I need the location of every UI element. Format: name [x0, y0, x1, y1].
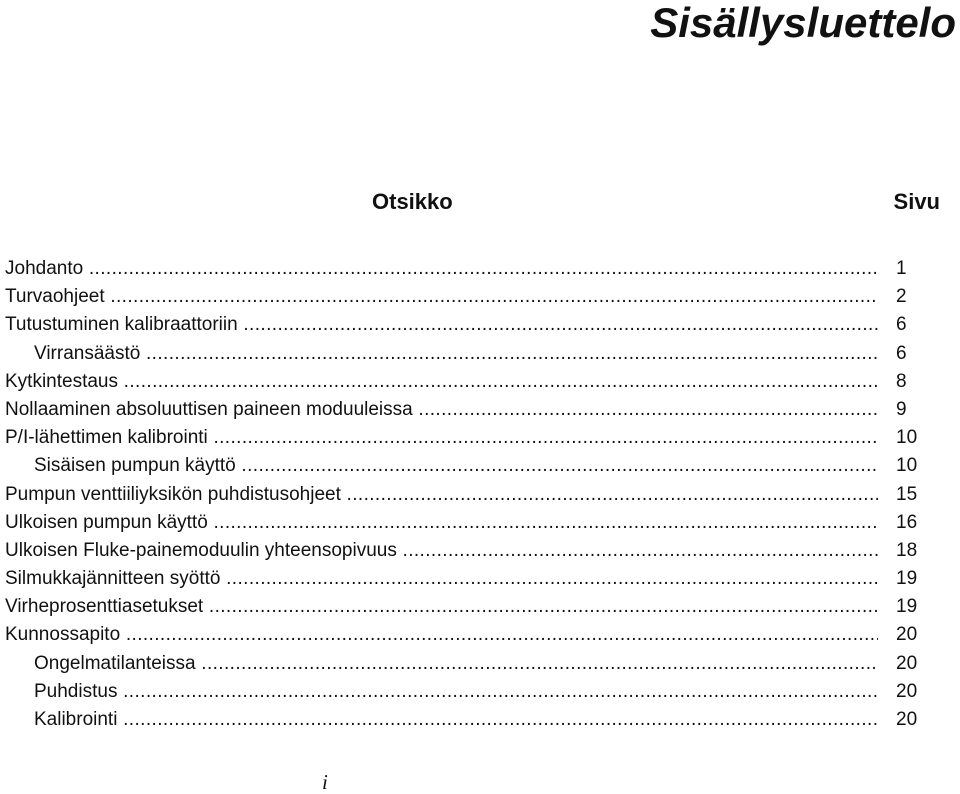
toc-leader-dots — [238, 314, 878, 335]
toc-leader-dots — [208, 512, 878, 533]
toc-entry-page: 20 — [896, 709, 918, 730]
toc-entry-page: 2 — [896, 286, 907, 308]
toc-entry-label: Puhdistus — [34, 680, 118, 702]
toc-entry-page: 10 — [896, 455, 918, 477]
toc-entry-label: Kunnossapito — [5, 624, 121, 646]
toc-leader-dots — [208, 427, 878, 448]
toc-entry-kytkintestaus[interactable] — [5, 368, 940, 396]
toc-leader-dots — [203, 596, 878, 617]
toc-entry-nollaaminen[interactable] — [5, 396, 940, 424]
toc-entry-page: 20 — [896, 652, 918, 674]
toc-entry-page: 6 — [896, 314, 907, 336]
toc-leader-dots — [236, 455, 878, 476]
toc-entry-pumpun-venttiiliyksikko[interactable] — [5, 481, 940, 509]
toc-entry-tutustuminen[interactable] — [5, 311, 940, 339]
toc-leader-dots — [140, 343, 878, 364]
toc-entry-kunnossapito[interactable] — [5, 621, 940, 649]
toc-entry-label: Virheprosenttiasetukset — [5, 596, 204, 618]
toc-entry-page: 19 — [896, 596, 918, 618]
toc-entry-label: Ulkoisen pumpun käyttö — [5, 511, 208, 533]
page-title: Sisällysluettelo — [650, 0, 956, 46]
toc-entry-sisaisen-pumpun-kaytto[interactable] — [5, 452, 940, 480]
toc-leader-dots — [117, 681, 878, 702]
toc-entry-label: Kytkintestaus — [5, 370, 118, 392]
toc-entry-label: Tutustuminen kalibraattoriin — [5, 314, 238, 336]
toc-entry-kalibrointi[interactable] — [5, 706, 940, 734]
toc-entry-label: Virransäästö — [34, 342, 141, 364]
toc-entry-page: 20 — [896, 624, 918, 646]
toc-entry-johdanto[interactable] — [5, 255, 940, 283]
column-header-page: Sivu — [893, 189, 940, 214]
toc-entry-page: 20 — [896, 680, 918, 702]
toc-entry-page: 19 — [896, 568, 918, 590]
page-number: i — [322, 770, 328, 794]
toc-entry-fluke-painemoduuli[interactable] — [5, 537, 940, 565]
toc-entry-page: 9 — [896, 398, 907, 420]
toc-leader-dots — [196, 653, 878, 674]
toc-entry-label: Sisäisen pumpun käyttö — [34, 455, 236, 477]
toc-entry-turvaohjeet[interactable] — [5, 283, 940, 311]
toc-entry-puhdistus[interactable] — [5, 678, 940, 706]
toc-entry-label: Pumpun venttiiliyksikön puhdistusohjeet — [5, 483, 341, 505]
toc-entry-virransaasto[interactable] — [5, 340, 940, 368]
toc-leader-dots — [83, 258, 878, 279]
toc-entry-page: 10 — [896, 427, 918, 449]
toc-entry-label: Ongelmatilanteissa — [34, 652, 196, 674]
toc-entry-label: Kalibrointi — [34, 709, 118, 730]
toc-entry-virheprosenttiasetukset[interactable] — [5, 593, 940, 621]
toc-entry-page: 1 — [896, 258, 907, 279]
toc-leader-dots — [413, 399, 878, 420]
toc-entry-label: Johdanto — [5, 258, 84, 279]
toc-entry-page: 8 — [896, 370, 907, 392]
toc-entry-label: Ulkoisen Fluke-painemoduulin yhteensopivuus — [5, 539, 397, 561]
toc-entry-label: Turvaohjeet — [5, 286, 105, 308]
toc-entry-label: P/I-lähettimen kalibrointi — [5, 427, 208, 449]
toc-entry-label: Nollaaminen absoluuttisen paineen moduuleissa — [5, 398, 413, 420]
toc-entry-page: 6 — [896, 342, 907, 364]
toc-leader-dots — [117, 709, 878, 730]
toc-entry-page: 15 — [896, 483, 918, 505]
toc-leader-dots — [397, 540, 878, 561]
toc-entry-silmukkajannitteen-syotto[interactable] — [5, 565, 940, 593]
toc-entry-page: 18 — [896, 539, 918, 561]
toc-entry-ulkoisen-pumpun-kaytto[interactable] — [5, 509, 940, 537]
toc-leader-dots — [220, 568, 878, 589]
toc-entry-page: 16 — [896, 511, 918, 533]
column-header-title: Otsikko — [372, 189, 453, 214]
toc-entry-pi-lahettimen-kalibrointi[interactable] — [5, 424, 940, 452]
toc-entry-ongelmatilanteissa[interactable] — [5, 650, 940, 678]
toc-entry-label: Silmukkajännitteen syöttö — [5, 568, 221, 590]
toc-leader-dots — [120, 624, 878, 645]
table-of-contents — [5, 255, 940, 734]
toc-leader-dots — [341, 484, 878, 505]
toc-leader-dots — [105, 286, 878, 307]
toc-leader-dots — [118, 371, 878, 392]
